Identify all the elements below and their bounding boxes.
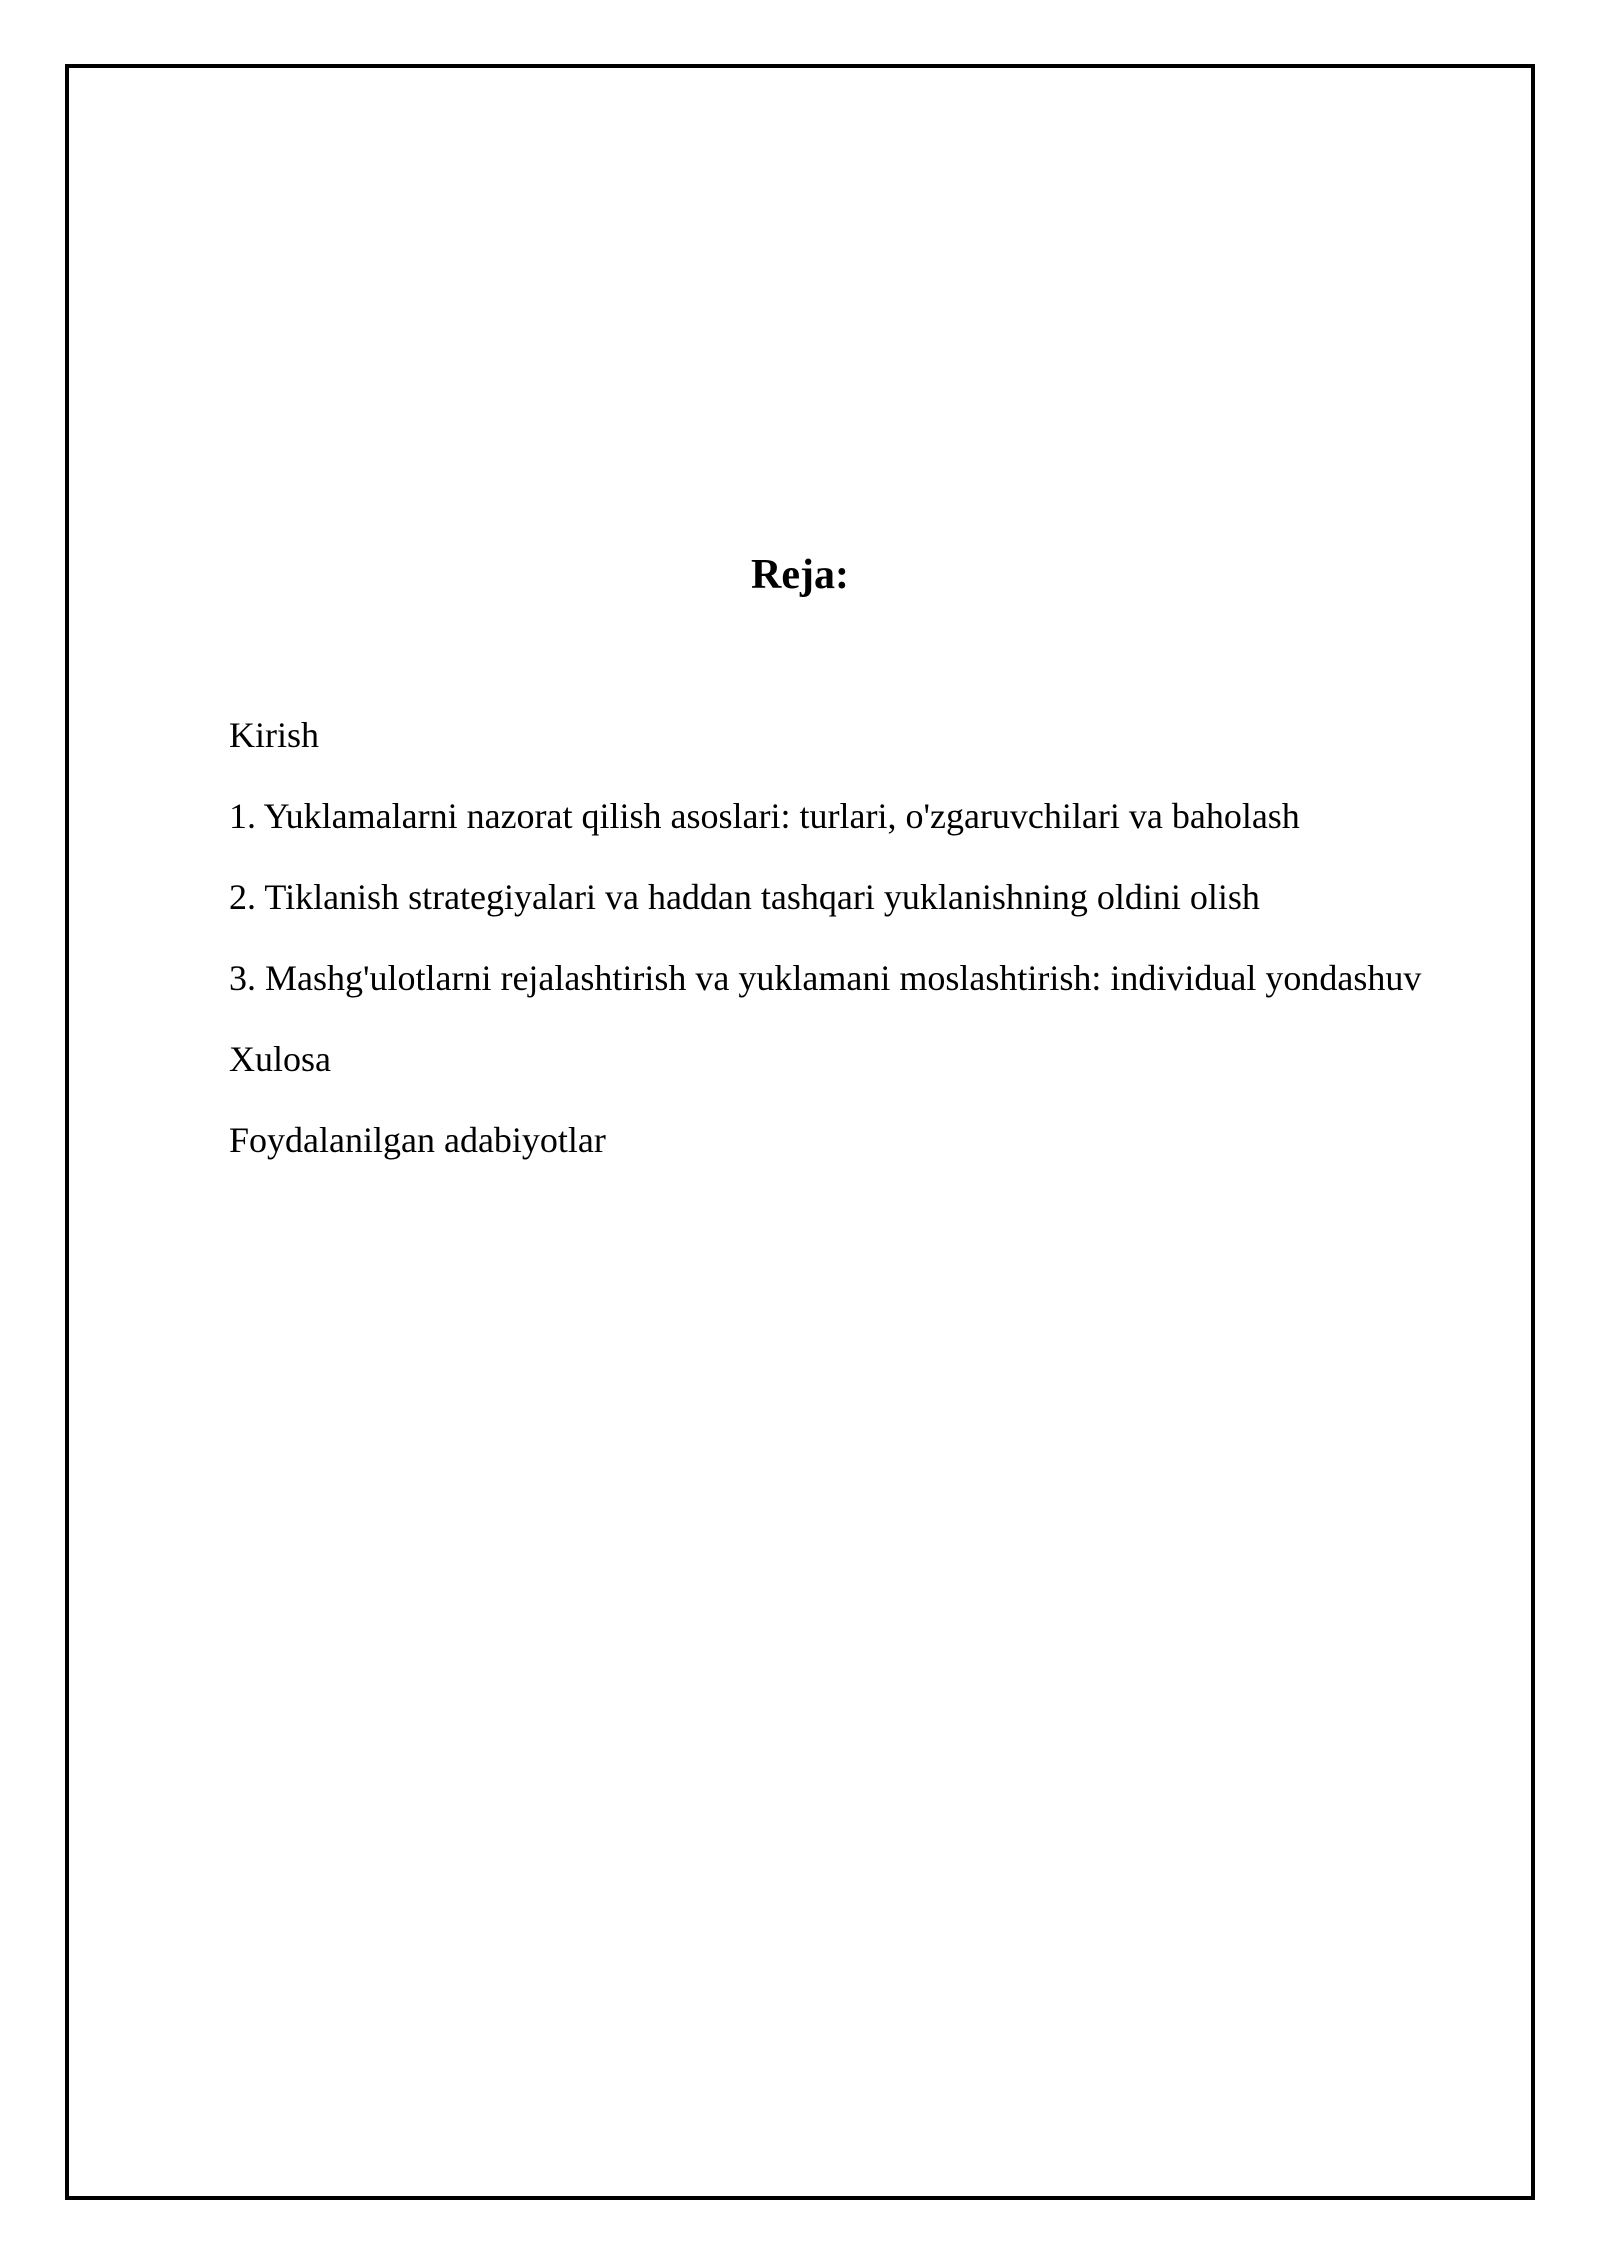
page-title: Reja: [751,552,849,598]
plan-item-references: Foydalanilgan adabiyotlar [229,1120,606,1160]
plan-list [229,695,1421,1181]
plan-item-section-1: 1. Yuklamalarni nazorat qilish asoslari: turlari, o'zgaruvchilari va baholash [229,796,1300,836]
plan-item-introduction: Kirish [229,715,319,755]
plan-item-section-3: 3. Mashg'ulotlarni rejalashtirish va yuklamani moslashtirish: individual yondashuv [229,958,1422,998]
plan-item-section-2: 2. Tiklanish strategiyalari va haddan tashqari yuklanishning oldini olish [229,877,1260,917]
plan-item-conclusion: Xulosa [229,1039,331,1079]
